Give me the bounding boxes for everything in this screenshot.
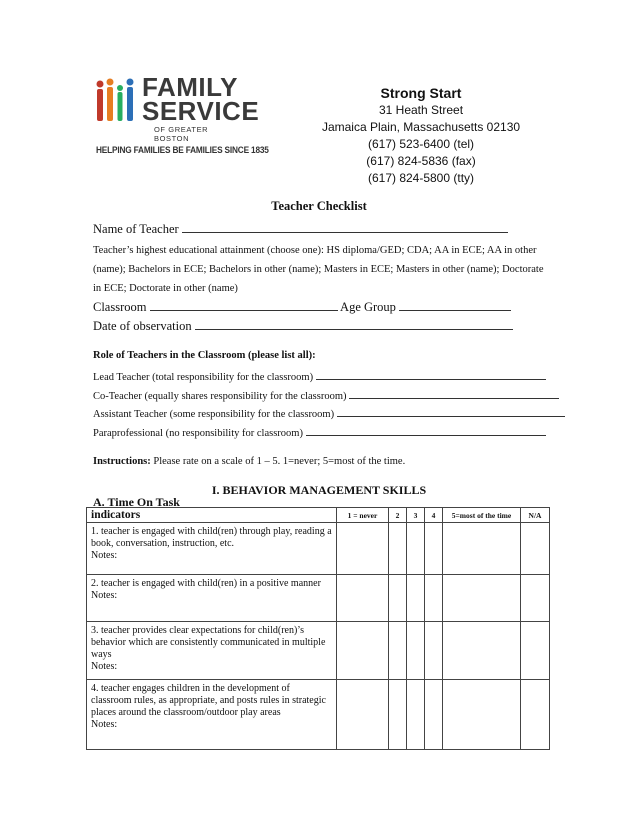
org-tty: (617) 824-5800 (tty) <box>367 171 475 185</box>
classroom-row <box>93 300 511 315</box>
indicator-cell <box>87 575 337 622</box>
rating-cell-5[interactable] <box>443 575 521 622</box>
table-row <box>87 523 550 575</box>
roles-heading: Role of Teachers in the Classroom (please list all): <box>93 350 316 361</box>
lead-teacher-row <box>93 369 546 383</box>
indicator-text: 2. teacher is engaged with child(ren) in a positive manner <box>91 578 321 589</box>
lead-teacher-field[interactable] <box>316 369 546 380</box>
assistant-teacher-row <box>93 406 565 420</box>
rating-cell-na[interactable] <box>521 680 550 750</box>
org-name: Strong Start <box>380 85 462 101</box>
notes-label: Notes: <box>91 590 118 601</box>
rating-cell-1[interactable] <box>337 622 389 680</box>
table-row <box>87 680 550 750</box>
rating-cell-1[interactable] <box>337 523 389 575</box>
notes-label: Notes: <box>91 661 118 672</box>
date-row <box>93 319 513 334</box>
notes-label: Notes: <box>91 719 118 730</box>
org-city: Jamaica Plain, Massachusetts 02130 <box>321 120 521 134</box>
co-teacher-label: Co-Teacher (equally shares responsibility for the classroom) <box>93 391 347 402</box>
subsection-heading: A. Time On Task <box>93 495 180 509</box>
logo-tagline: HELPING FAMILIES BE FAMILIES SINCE 1835 <box>96 145 269 155</box>
page-title: Teacher Checklist <box>271 199 367 213</box>
indicator-text: 4. teacher engages children in the development of classroom rules, as appropriate, and posts rules in strategic places around the classroom/outdoor play areas <box>91 683 326 718</box>
rating-cell-2[interactable] <box>389 575 407 622</box>
rating-cell-na[interactable] <box>521 523 550 575</box>
date-label: Date of observation <box>93 319 192 333</box>
rating-cell-na[interactable] <box>521 575 550 622</box>
org-fax: (617) 824-5836 (fax) <box>366 154 476 168</box>
table-header-row <box>87 508 550 523</box>
attainment-line-3: in ECE; Doctorate in other (name) <box>93 283 238 294</box>
checklist-table <box>86 507 550 750</box>
header-na: N/A <box>521 508 550 523</box>
rating-cell-5[interactable] <box>443 680 521 750</box>
rating-cell-2[interactable] <box>389 523 407 575</box>
header-indicators: indicators <box>87 508 337 523</box>
indicator-text: 1. teacher is engaged with child(ren) through play, reading a book, conversation, instruction, etc. <box>91 526 332 549</box>
age-group-field[interactable] <box>399 300 511 311</box>
header-2: 2 <box>389 508 407 523</box>
rating-cell-4[interactable] <box>425 680 443 750</box>
address-block <box>316 84 526 187</box>
name-row <box>93 222 508 237</box>
paraprofessional-field[interactable] <box>306 425 546 436</box>
name-field[interactable] <box>182 222 508 233</box>
name-label: Name of Teacher <box>93 222 179 236</box>
rating-cell-5[interactable] <box>443 622 521 680</box>
family-people-icon <box>94 76 138 124</box>
instructions <box>93 456 405 467</box>
rating-cell-na[interactable] <box>521 622 550 680</box>
instructions-text: Please rate on a scale of 1 – 5. 1=never; 5=most of the time. <box>150 456 406 467</box>
instructions-label: Instructions: <box>93 456 151 467</box>
lead-teacher-label: Lead Teacher (total responsibility for the classroom) <box>93 372 314 383</box>
logo-service-text: SERVICE <box>142 96 260 126</box>
rating-cell-3[interactable] <box>407 523 425 575</box>
header-4: 4 <box>425 508 443 523</box>
date-field[interactable] <box>195 319 513 330</box>
attainment-line-2: (name); Bachelors in ECE; Bachelors in other (name); Masters in ECE; Masters in other (name); Doctorate <box>93 264 544 275</box>
classroom-label: Classroom <box>93 300 147 314</box>
rating-cell-3[interactable] <box>407 575 425 622</box>
header-5-most: 5=most of the time <box>443 508 521 523</box>
paraprofessional-label: Paraprofessional (no responsibility for classroom) <box>93 428 303 439</box>
age-group-label: Age Group <box>340 300 396 314</box>
co-teacher-field[interactable] <box>349 388 559 399</box>
table-row <box>87 575 550 622</box>
rating-cell-3[interactable] <box>407 622 425 680</box>
notes-label: Notes: <box>91 550 118 561</box>
family-service-logo <box>94 72 269 164</box>
header-3: 3 <box>407 508 425 523</box>
section-heading: I. BEHAVIOR MANAGEMENT SKILLS <box>211 483 427 497</box>
header-1-never: 1 = never <box>337 508 389 523</box>
table-row <box>87 622 550 680</box>
rating-cell-5[interactable] <box>443 523 521 575</box>
indicator-cell <box>87 523 337 575</box>
indicator-text: 3. teacher provides clear expectations for child(ren)’s behavior which are consistently communicated in multiple ways <box>91 625 326 660</box>
logo-subtitle: OF GREATER BOSTON <box>154 125 209 143</box>
indicator-cell <box>87 622 337 680</box>
rating-cell-4[interactable] <box>425 523 443 575</box>
org-tel: (617) 523-6400 (tel) <box>367 137 475 151</box>
paraprofessional-row <box>93 425 546 439</box>
rating-cell-4[interactable] <box>425 575 443 622</box>
rating-cell-2[interactable] <box>389 622 407 680</box>
assistant-teacher-label: Assistant Teacher (some responsibility for the classroom) <box>93 409 335 420</box>
logo-family-text: FAMILY <box>142 72 238 102</box>
rating-cell-1[interactable] <box>337 680 389 750</box>
co-teacher-row <box>93 388 559 402</box>
rating-cell-2[interactable] <box>389 680 407 750</box>
assistant-teacher-field[interactable] <box>337 406 565 417</box>
rating-cell-3[interactable] <box>407 680 425 750</box>
rating-cell-4[interactable] <box>425 622 443 680</box>
classroom-field[interactable] <box>150 300 338 311</box>
indicator-cell <box>87 680 337 750</box>
rating-cell-1[interactable] <box>337 575 389 622</box>
attainment-line-1: Teacher’s highest educational attainment (choose one): HS diploma/GED; CDA; AA in ECE; AA in other <box>93 245 537 256</box>
org-street: 31 Heath Street <box>378 103 464 117</box>
